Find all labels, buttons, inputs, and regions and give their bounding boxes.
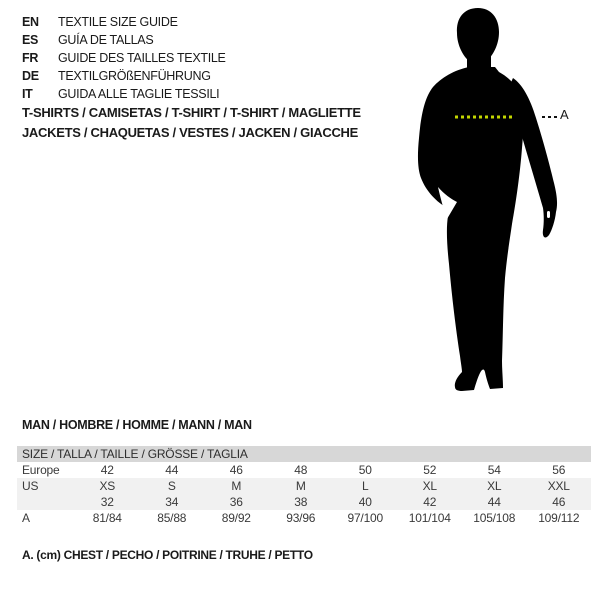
language-row bbox=[22, 31, 226, 49]
row-label: US bbox=[22, 479, 39, 493]
table-cell: XL bbox=[422, 479, 437, 493]
size-table-header: SIZE / TALLA / TAILLE / GRÖSSE / TAGLIA bbox=[17, 446, 591, 462]
table-cell: 42 bbox=[100, 463, 114, 477]
table-cell: XXL bbox=[547, 479, 570, 493]
section-title: MAN / HOMBRE / HOMME / MANN / MAN bbox=[22, 418, 252, 432]
thumb-gap bbox=[547, 211, 550, 218]
table-cell: 40 bbox=[358, 495, 372, 509]
category-lines bbox=[22, 103, 361, 143]
table-cell: M bbox=[231, 479, 242, 493]
table-cell: 50 bbox=[358, 463, 372, 477]
table-cell: 109/112 bbox=[538, 511, 580, 525]
man-silhouette bbox=[402, 6, 567, 391]
language-row bbox=[22, 13, 226, 31]
table-row-us bbox=[17, 478, 591, 494]
table-cell: 101/104 bbox=[408, 511, 451, 525]
table-cell: 34 bbox=[165, 495, 179, 509]
language-list bbox=[22, 13, 226, 103]
table-cell: XS bbox=[99, 479, 116, 493]
table-cell: L bbox=[362, 479, 369, 493]
table-cell: 48 bbox=[294, 463, 308, 477]
table-cell: 52 bbox=[423, 463, 437, 477]
man-silhouette-figure bbox=[402, 6, 567, 391]
language-code: EN bbox=[22, 15, 39, 29]
table-cell: 38 bbox=[294, 495, 308, 509]
table-cell: 85/88 bbox=[157, 511, 187, 525]
category-line-tshirts: T-SHIRTS / CAMISETAS / T-SHIRT / T-SHIRT / MAGLIETTE bbox=[22, 105, 361, 120]
row-label: A bbox=[22, 511, 30, 525]
size-table bbox=[17, 446, 591, 526]
table-cell: 32 bbox=[100, 495, 114, 509]
language-label: TEXTILE SIZE GUIDE bbox=[58, 15, 178, 29]
table-cell: 97/100 bbox=[347, 511, 383, 525]
table-cell: XL bbox=[487, 479, 502, 493]
measure-footnote: A. (cm) CHEST / PECHO / POITRINE / TRUHE / PETTO bbox=[22, 548, 313, 562]
language-label: GUIDE DES TAILLES TEXTILE bbox=[58, 51, 226, 65]
table-cell: 46 bbox=[552, 495, 566, 509]
language-row bbox=[22, 49, 226, 67]
language-label: GUIDA ALLE TAGLIE TESSILI bbox=[58, 87, 220, 101]
table-cell: 42 bbox=[423, 495, 437, 509]
language-row bbox=[22, 67, 226, 85]
row-label: Europe bbox=[22, 463, 60, 477]
table-cell: 89/92 bbox=[221, 511, 251, 525]
table-cell: S bbox=[167, 479, 176, 493]
silhouette-body bbox=[418, 67, 523, 391]
table-cell: 46 bbox=[229, 463, 243, 477]
table-cell: 81/84 bbox=[92, 511, 122, 525]
table-cell: 105/108 bbox=[473, 511, 516, 525]
table-cell: 44 bbox=[165, 463, 179, 477]
language-code: ES bbox=[22, 33, 39, 47]
table-cell: 93/96 bbox=[286, 511, 316, 525]
table-row-us-numeric bbox=[17, 494, 591, 510]
table-cell: 36 bbox=[229, 495, 243, 509]
table-cell: M bbox=[295, 479, 306, 493]
table-cell: 54 bbox=[487, 463, 501, 477]
table-cell: 56 bbox=[552, 463, 566, 477]
language-row bbox=[22, 85, 226, 103]
table-cell: 44 bbox=[487, 495, 501, 509]
language-code: FR bbox=[22, 51, 39, 65]
category-line-jackets: JACKETS / CHAQUETAS / VESTES / JACKEN / GIACCHE bbox=[22, 125, 358, 140]
language-label: GUÍA DE TALLAS bbox=[58, 33, 154, 47]
table-row-chest bbox=[17, 510, 591, 526]
language-label: TEXTILGRÖßENFÜHRUNG bbox=[58, 69, 211, 83]
language-code: DE bbox=[22, 69, 39, 83]
row-label bbox=[17, 494, 75, 510]
table-row-europe bbox=[17, 462, 591, 478]
measure-label-a: A bbox=[560, 107, 569, 122]
language-code: IT bbox=[22, 87, 33, 101]
